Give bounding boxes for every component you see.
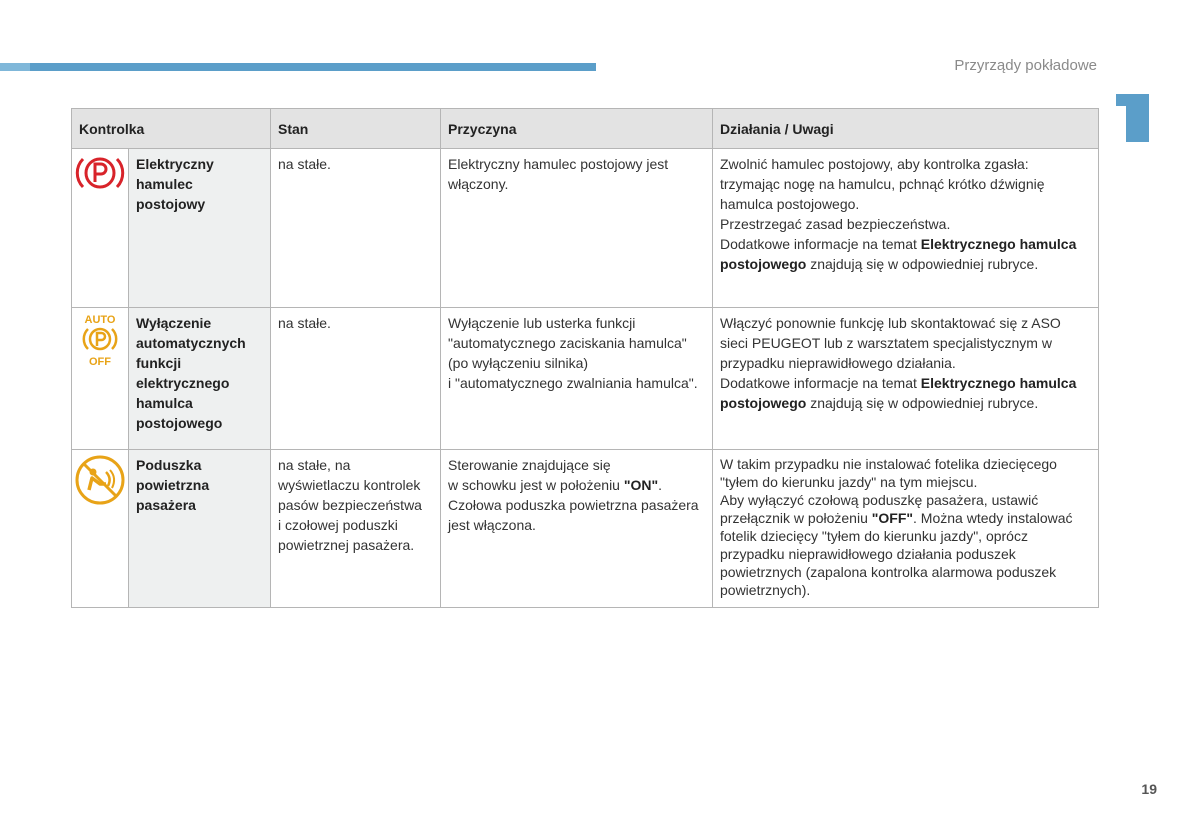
header-accent-bar xyxy=(0,63,596,71)
warning-cause: Elektryczny hamulec postojowy jest włączony. xyxy=(441,149,713,308)
warning-action xyxy=(713,308,1099,450)
section-title: Przyrządy pokładowe xyxy=(954,57,1097,74)
action-text: Włączyć ponownie funkcję lub skontaktować się z ASO sieci PEUGEOT lub z warsztatem specjalistycznym w przypadku nieprawidłowego działania. xyxy=(720,315,1061,371)
svg-text:AUTO: AUTO xyxy=(84,314,116,326)
warning-action xyxy=(713,450,1099,608)
action-text: Zwolnić hamulec postojowy, aby kontrolka zgasła: trzymając nogę na hamulcu, pchnąć krótko dźwignię hamulca postojowego. xyxy=(720,156,1045,212)
svg-text:OFF: OFF xyxy=(89,356,111,368)
warning-state: na stałe, na wyświetlaczu kontrolek pasów bezpieczeństwa i czołowej poduszki powietrznej pasażera. xyxy=(271,450,441,608)
warning-name: Elektryczny hamulec postojowy xyxy=(129,149,271,308)
warning-cause: Sterowanie znajdujące się w schowku jest w położeniu "ON". Czołowa poduszka powietrzna pasażera jest włączona. xyxy=(441,450,713,608)
warning-name: Wyłączenie automatycznych funkcji elektrycznego hamulca postojowego xyxy=(129,308,271,450)
warning-action xyxy=(713,149,1099,308)
auto-parking-brake-off-icon xyxy=(74,312,128,368)
table-header-row xyxy=(72,109,1099,149)
icon-cell xyxy=(72,149,129,308)
action-text: Dodatkowe informacje na temat Elektrycznego hamulca postojowego znajdują się w odpowiedniej rubryce. xyxy=(720,375,1077,411)
warning-cause: Wyłączenie lub usterka funkcji "automatycznego zaciskania hamulca" (po wyłączeniu silnika) i "automatycznego zwalniania hamulca". xyxy=(441,308,713,450)
action-text: Aby wyłączyć czołową poduszkę pasażera, ustawić przełącznik w położeniu "OFF". Można wtedy instalować fotelik dziecięcy "tyłem do kierunku jazdy", oprócz przypadku nieprawidłowego działania poduszek powietrznych (zapalona kontrolka alarmowa poduszek powietrznych). xyxy=(720,492,1073,598)
table-row xyxy=(72,149,1099,308)
warning-lights-table xyxy=(71,108,1099,608)
table-row xyxy=(72,450,1099,608)
column-header-przyczyna: Przyczyna xyxy=(441,109,713,149)
icon-cell xyxy=(72,308,129,450)
warning-state: na stałe. xyxy=(271,149,441,308)
icon-cell xyxy=(72,450,129,608)
parking-brake-warning-icon xyxy=(74,153,128,193)
page-number: 19 xyxy=(1141,781,1157,797)
warning-state: na stałe. xyxy=(271,308,441,450)
column-header-kontrolka: Kontrolka xyxy=(72,109,271,149)
column-header-dzialania: Działania / Uwagi xyxy=(713,109,1099,149)
action-text: W takim przypadku nie instalować fotelika dziecięcego "tyłem do kierunku jazdy" na tym miejscu. xyxy=(720,456,1057,490)
chapter-number-marker xyxy=(1126,94,1149,142)
passenger-airbag-off-icon xyxy=(74,454,128,506)
table-row xyxy=(72,308,1099,450)
action-text: Przestrzegać zasad bezpieczeństwa. xyxy=(720,216,951,232)
action-text: Dodatkowe informacje na temat Elektrycznego hamulca postojowego znajdują się w odpowiedniej rubryce. xyxy=(720,236,1077,272)
warning-name: Poduszka powietrzna pasażera xyxy=(129,450,271,608)
column-header-stan: Stan xyxy=(271,109,441,149)
